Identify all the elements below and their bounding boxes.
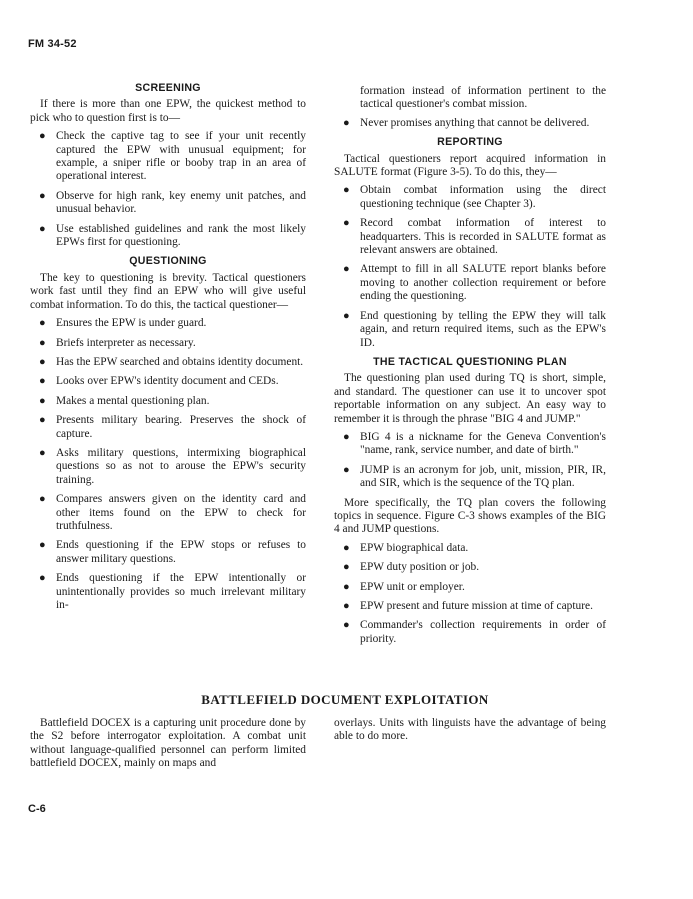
bullet-icon: ● (343, 619, 350, 632)
list-item: ● End questioning by telling the EPW they will talk again, and return required items, such as the EPW's ID. (343, 309, 606, 349)
document-id: FM 34-52 (28, 38, 77, 50)
page-number: C-6 (28, 803, 46, 815)
bullet-icon: ● (343, 600, 350, 612)
bullet-icon: ● (39, 355, 46, 368)
list-item: ● EPW present and future mission at time of capture. (343, 600, 593, 612)
right-column (334, 85, 606, 652)
list-item: ● Use established guidelines and rank the most likely EPWs first for questioning. (39, 222, 306, 249)
reporting-list (334, 184, 606, 349)
docex-paragraph-right: overlays. Units with linguists have the advantage of being able to do more. (334, 717, 606, 743)
bullet-icon: ● (39, 336, 46, 349)
questioning-list (30, 317, 306, 612)
bullet-icon: ● (343, 116, 350, 129)
list-item: ● Briefs interpreter as necessary. (39, 336, 196, 349)
bullet-icon: ● (343, 430, 350, 443)
bullet-icon: ● (343, 309, 350, 322)
reporting-heading: REPORTING (437, 136, 503, 149)
bullet-icon: ● (343, 263, 350, 276)
bullet-icon: ● (343, 561, 350, 574)
bullet-icon: ● (39, 572, 46, 585)
list-item: ● Never promises anything that cannot be delivered. (343, 116, 590, 129)
bullet-icon: ● (343, 217, 350, 230)
list-item: ● Ends questioning if the EPW intentionally or unintentionally provides so much irrelevant military in- (39, 572, 306, 611)
bullet-icon: ● (39, 130, 46, 143)
bullet-icon: ● (343, 580, 350, 593)
list-item: ● Check the captive tag to see if your unit recently captured the EPW with unusual equipment; for example, a sniper rifle or booby trap in an area of operational interest. (39, 130, 306, 183)
list-item: ● EPW biographical data. (343, 541, 469, 554)
tq-plan-list (334, 431, 606, 491)
list-item: ● Observe for high rank, key enemy unit patches, and unusual behavior. (39, 189, 306, 216)
questioning-intro: The key to questioning is brevity. Tactical questioners work fast until they find an EPW who will give useful combat information. To do this, the tactical questioner— (30, 271, 306, 311)
tq-plan-intro: The questioning plan used during TQ is short, simple, and standard. The questioner can use it to uncover spot reportable information on any subject. An easy way to remember it is through the phrase "BIG 4 and JUMP." (334, 372, 606, 425)
bullet-icon: ● (39, 414, 46, 427)
list-item: ● EPW duty position or job. (343, 561, 480, 574)
list-item: ● Record combat information of interest to headquarters. This is recorded in SALUTE format as relevant answers are obtained. (343, 217, 606, 257)
bullet-icon: ● (39, 446, 46, 459)
list-item: ● Ensures the EPW is under guard. (39, 317, 207, 330)
reporting-intro: Tactical questioners report acquired information in SALUTE format (Figure 3-5). To do this, they— (334, 152, 606, 179)
left-column (30, 82, 306, 618)
questioning-heading: QUESTIONING (129, 255, 207, 268)
bullet-icon: ● (343, 463, 350, 476)
screening-list (30, 130, 306, 249)
list-item: ● Looks over EPW's identity document and CEDs. (39, 375, 279, 388)
list-item: ● Commander's collection requirements in order of priority. (343, 619, 606, 645)
list-item: ● Makes a mental questioning plan. (39, 394, 210, 407)
bullet-icon: ● (39, 189, 46, 202)
bullet-icon: ● (343, 184, 350, 197)
list-item: ● Obtain combat information using the direct questioning technique (see Chapter 3). (343, 184, 606, 210)
screening-heading: SCREENING (135, 82, 201, 94)
list-item: ● BIG 4 is a nickname for the Geneva Convention's "name, rank, service number, and date of birth." (343, 430, 606, 457)
tq-plan-heading: THE TACTICAL QUESTIONING PLAN (373, 355, 567, 368)
list-item: ● Presents military bearing. Preserves the shock of capture. (39, 414, 306, 440)
list-item: ● JUMP is an acronym for job, unit, mission, PIR, IR, and SIR, which is the sequence of the TQ plan. (343, 463, 606, 490)
section-title: BATTLEFIELD DOCUMENT EXPLOITATION (201, 692, 489, 707)
continuation-text: formation instead of information pertinent to the tactical questioner's combat mission. (360, 85, 606, 111)
list-item: ● EPW unit or employer. (343, 580, 465, 593)
bullet-icon: ● (39, 222, 46, 235)
bullet-icon: ● (39, 539, 46, 552)
bullet-icon: ● (39, 317, 46, 330)
bullet-icon: ● (39, 394, 46, 407)
screening-intro: If there is more than one EPW, the quickest method to pick who to question first is to— (30, 98, 306, 124)
continuation-list (334, 117, 606, 130)
bullet-icon: ● (39, 375, 46, 388)
list-item: ● Compares answers given on the identity card and other items found on the EPW to check for truthfulness. (39, 493, 306, 532)
bullet-icon: ● (39, 493, 46, 506)
list-item: ● Ends questioning if the EPW stops or refuses to answer military questions. (39, 539, 306, 565)
tq-topics-list (334, 542, 606, 646)
list-item: ● Attempt to fill in all SALUTE report blanks before moving to another collection requirement or before ending the questioning. (343, 263, 606, 303)
docex-paragraph-left: Battlefield DOCEX is a capturing unit procedure done by the S2 before interrogator exploitation. A combat unit without language-qualified personnel can perform limited battlefield DOCEX, mainly on maps and (30, 717, 306, 770)
bullet-icon: ● (343, 541, 350, 554)
list-item: ● Asks military questions, intermixing biographical questions so as not to arouse the EPW's security training. (39, 446, 306, 486)
tq-plan-more: More specifically, the TQ plan covers the following topics in sequence. Figure C-3 shows examples of the BIG 4 and JUMP questions. (334, 496, 606, 536)
list-item: ● Has the EPW searched and obtains identity document. (39, 355, 304, 368)
